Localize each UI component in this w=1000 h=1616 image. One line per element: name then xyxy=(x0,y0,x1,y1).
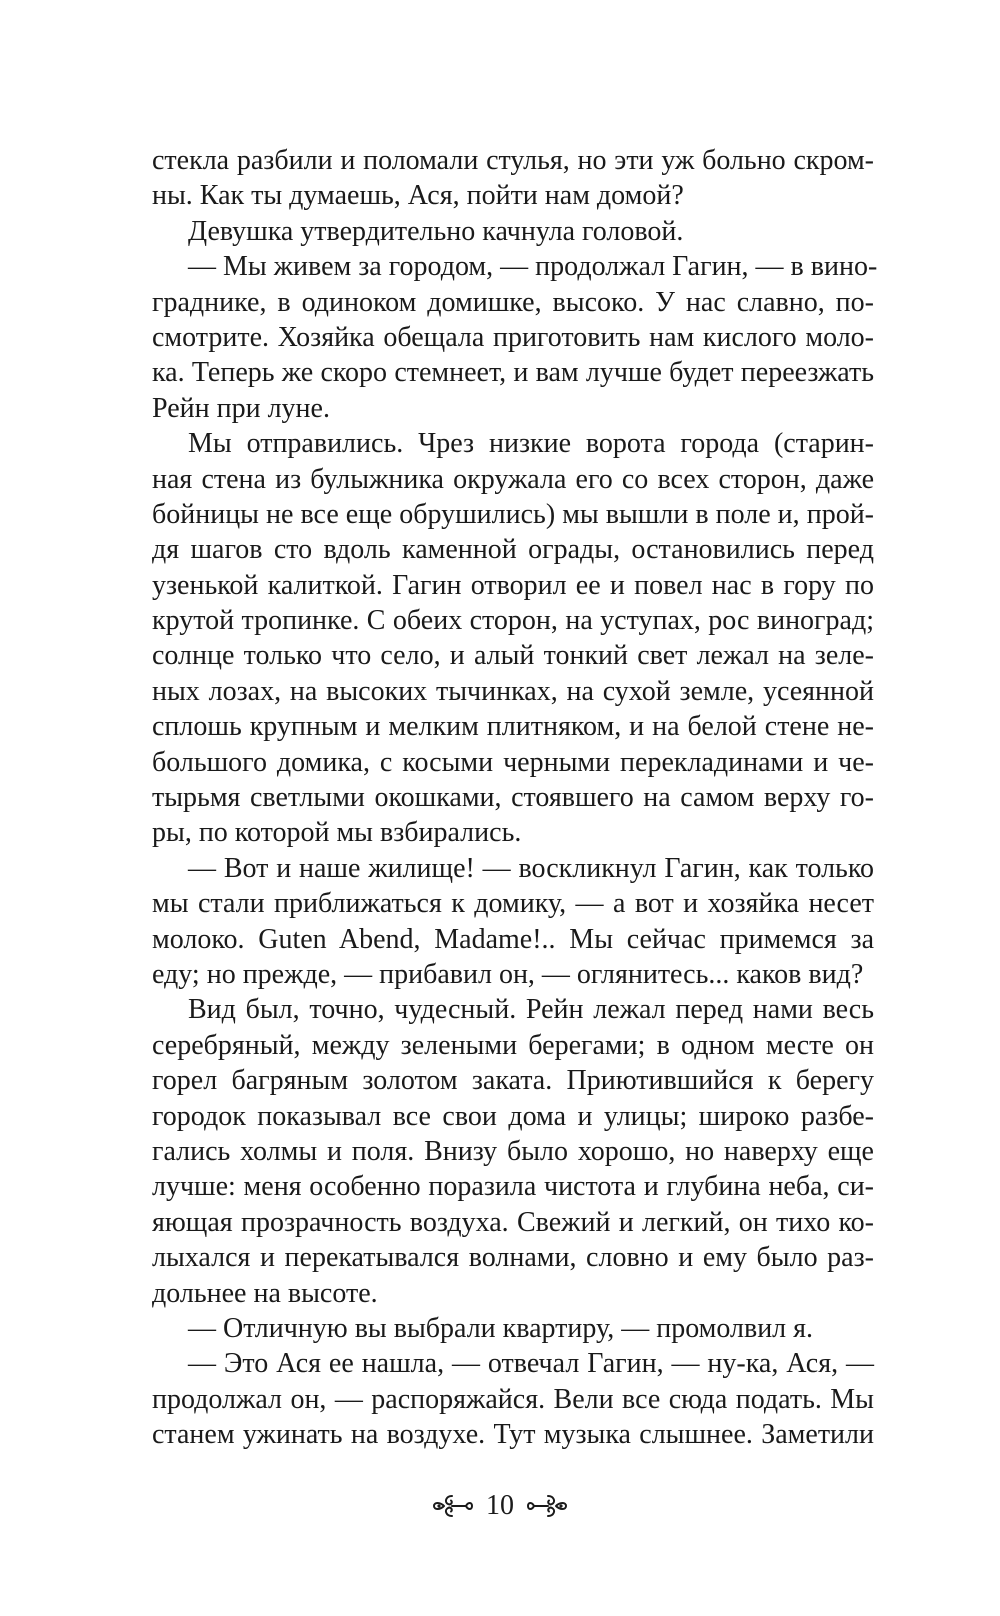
text-line: ных лозах, на высоких тычинках, на сухой земле, усеянной xyxy=(152,675,874,707)
text-line: ная стена из булыжника окружала его со всех сторон, даже xyxy=(152,463,874,495)
text-line: городок показывал все свои дома и улицы; широко разбе- xyxy=(152,1100,874,1132)
text-line: бойницы не все еще обрушились) мы вышли в поле и, прой- xyxy=(152,498,874,530)
text-line: узенькой калиткой. Гагин отворил ее и повел нас в гору по xyxy=(152,569,874,601)
text-line: стекла разбили и поломали стулья, но эти уж больно скром- xyxy=(152,145,874,176)
page-footer xyxy=(0,1484,1000,1528)
text-line: ка. Теперь же скоро стемнеет, и вам лучше будет переезжать xyxy=(152,357,874,389)
text-line: серебряный, между зелеными берегами; в одном месте он xyxy=(152,1029,874,1061)
text-line: Мы отправились. Чрез низкие ворота города (старин- xyxy=(188,428,874,460)
text-line: солнце только что село, и алый тонкий свет лежал на зеле- xyxy=(152,640,874,672)
page-number: 10 xyxy=(486,1490,514,1521)
text-line: — Это Ася ее нашла, — отвечал Гагин, — ну-ка, Ася, — xyxy=(188,1348,874,1380)
text-line: граднике, в одиноком домишке, высоко. У нас славно, по- xyxy=(152,286,874,318)
text-line: ры, по которой мы взбирались. xyxy=(152,817,522,849)
text-line: Вид был, точно, чудесный. Рейн лежал перед нами весь xyxy=(188,994,874,1026)
text-line: лучше: меня особенно поразила чистота и глубина неба, си- xyxy=(152,1171,874,1203)
text-line: лыхался и перекатывался волнами, словно и ему было раз- xyxy=(152,1242,874,1274)
text-line: Рейн при луне. xyxy=(152,392,330,424)
text-line: еду; но прежде, — прибавил он, — оглянитесь... каков вид? xyxy=(152,958,864,990)
text-line: дя шагов сто вдоль каменной ограды, остановились перед xyxy=(152,534,874,566)
text-line: Девушка утвердительно качнула головой. xyxy=(188,215,684,247)
flourish-left-icon xyxy=(430,1492,474,1520)
text-line: дольнее на высоте. xyxy=(152,1277,378,1309)
text-line: продолжал он, — распоряжайся. Вели все сюда подать. Мы xyxy=(152,1383,874,1415)
text-line: яющая прозрачность воздуха. Свежий и легкий, он тихо ко- xyxy=(152,1206,874,1238)
text-line: крутой тропинке. С обеих сторон, на уступах, рос виноград; xyxy=(152,605,874,637)
text-line: большого домика, с косыми черными перекладинами и че- xyxy=(152,746,874,778)
text-line: — Вот и наше жилище! — воскликнул Гагин, как только xyxy=(188,852,874,884)
flourish-right-icon xyxy=(526,1492,570,1520)
body-text xyxy=(152,143,878,1452)
text-line: станем ужинать на воздухе. Тут музыка слышнее. Заметили xyxy=(152,1419,874,1451)
text-line: молоко. Guten Abend, Madame!.. Мы сейчас примемся за xyxy=(152,923,874,955)
text-line: — Отличную вы выбрали квартиру, — промолвил я. xyxy=(188,1312,814,1344)
text-line: ны. Как ты думаешь, Ася, пойти нам домой? xyxy=(152,180,684,212)
text-line: тырьмя светлыми окошками, стоявшего на самом верху го- xyxy=(152,782,874,814)
text-line: сплошь крупным и мелким плитняком, и на белой стене не- xyxy=(152,711,874,743)
text-line: смотрите. Хозяйка обещала приготовить нам кислого моло- xyxy=(152,321,874,353)
text-line: — Мы живем за городом, — продолжал Гагин, — в вино- xyxy=(188,251,878,283)
text-line: гались холмы и поля. Внизу было хорошо, но наверху еще xyxy=(152,1135,874,1167)
text-line: мы стали приближаться к домику, — а вот и хозяйка несет xyxy=(152,888,874,920)
text-line: горел багряным золотом заката. Приютившийся к берегу xyxy=(152,1065,874,1097)
